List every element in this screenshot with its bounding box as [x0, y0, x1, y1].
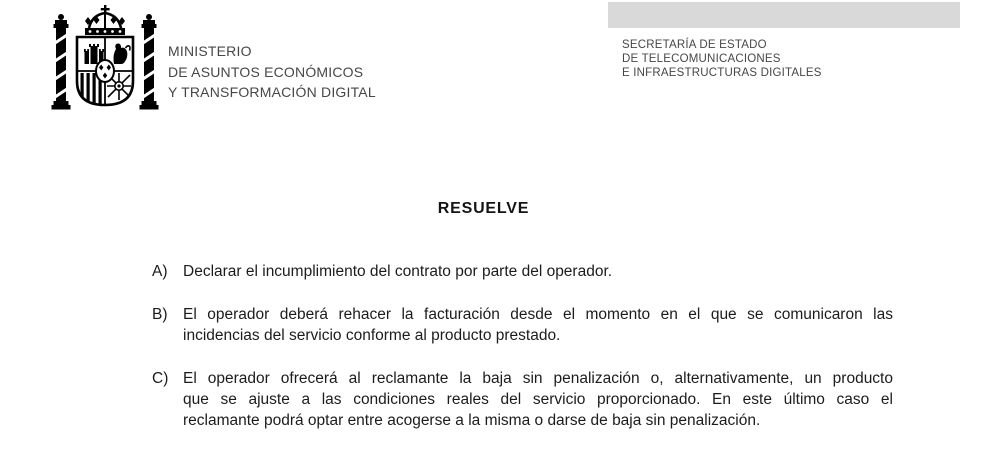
item-line: que se ajuste a las condiciones reales del servicio proporcionado. En este último caso el: [183, 391, 893, 408]
ministry-line-1: MINISTERIO: [168, 43, 252, 59]
spain-coat-of-arms-icon: [44, 3, 166, 123]
item-marker: B): [152, 306, 168, 323]
item-text: [183, 368, 893, 431]
item-line: El operador ofrecerá al reclamante la baja sin penalización o, alternativamente, un producto: [183, 370, 893, 387]
item-line: Declarar el incumplimiento del contrato por parte del operador.: [183, 263, 613, 280]
resolution-list: [152, 261, 893, 453]
resolution-item-a: [152, 261, 893, 282]
ministry-line-2: DE ASUNTOS ECONÓMICOS: [168, 63, 364, 80]
secretariat-line-2: DE TELECOMUNICACIONES: [622, 53, 781, 65]
resolution-item-b: [152, 304, 893, 346]
item-text: [183, 304, 893, 346]
item-marker: C): [152, 370, 169, 387]
ministry-line-3: Y TRANSFORMACIÓN DIGITAL: [168, 84, 376, 100]
item-line: incidencias del servicio conforme al producto prestado.: [183, 327, 561, 344]
secretariat-line-3: E INFRAESTRUCTURAS DIGITALES: [622, 67, 822, 79]
ministry-name: [168, 41, 376, 103]
secretariat-line-1: SECRETARÍA DE ESTADO: [622, 39, 767, 51]
header-gray-bar: [608, 2, 960, 28]
item-line: El operador deberá rehacer la facturación desde el momento en el que se comunicaron las: [183, 306, 893, 323]
secretariat-name: [622, 38, 822, 80]
resolution-item-c: [152, 368, 893, 431]
item-marker: A): [152, 263, 168, 280]
item-text: [183, 261, 893, 282]
document-title: RESUELVE: [437, 200, 530, 217]
item-line: reclamante podrá optar entre acogerse a la misma o darse de baja sin penalización.: [183, 412, 761, 429]
